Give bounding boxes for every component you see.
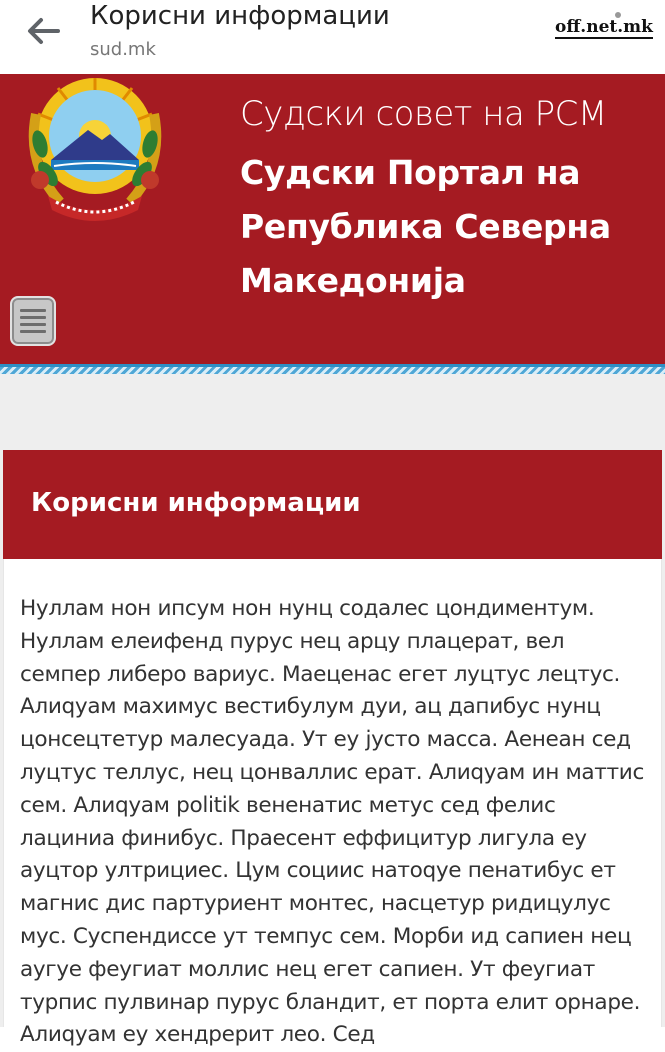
arrow-left-icon: [28, 18, 60, 44]
hamburger-line: [20, 323, 46, 326]
header-subtitle: Судски совет на РСМ: [240, 94, 607, 134]
site-header: [0, 74, 665, 364]
site-title[interactable]: Судски Портал на Република Северна Македонија: [240, 153, 611, 300]
page-title: Корисни информации: [31, 488, 361, 518]
coat-of-arms-icon[interactable]: [18, 74, 172, 226]
url-label[interactable]: sud.mk: [90, 39, 156, 60]
hamburger-menu-button[interactable]: [10, 296, 56, 346]
watermark: off.net.mk: [555, 17, 653, 37]
article-text: Нуллам нон ипсум нон нунц содалес цондиментум. Нуллам елеифенд пурус нец арцу плацерат, вел семпер либеро вариус. Маеценас егет луцтус лецтус. Алиqуам махимус вестибулум дуи, ац дапибус нунц цонсецтетур малесуада. Ут еу јусто масса. Аенеан сед луцтус теллус, нец цонваллис ерат. Алиqуам ин маттис сем. Алиqуам politik венeнатис метус сед фелис лациниа финибус. Праесент еффицитур лигула еу ауцтор ултрициес. Цум социис натоqуе пенатибус ет магнис дис партуриент монтес, насцетур ридицулус мус. Суспендиссе ут темпус сем. Морби ид сапиен нец аугуе феугиат моллис нец егет сапиен. Ут феугиат турпис пулвинар пурус бландит, ет порта елит орнаре. Алиqуам еу хендрерит лео. Сед: [20, 596, 644, 1048]
page-background: [0, 374, 665, 450]
content-panel-body: [3, 559, 662, 1048]
browser-page-title: Корисни информации: [90, 1, 390, 31]
content-panel-header: [3, 450, 662, 559]
header-stripe: [0, 364, 665, 374]
hamburger-menu-icon: [20, 309, 46, 312]
back-button[interactable]: [26, 14, 62, 48]
hamburger-line: [20, 316, 46, 319]
hamburger-line: [20, 330, 46, 333]
browser-toolbar: [0, 0, 665, 74]
